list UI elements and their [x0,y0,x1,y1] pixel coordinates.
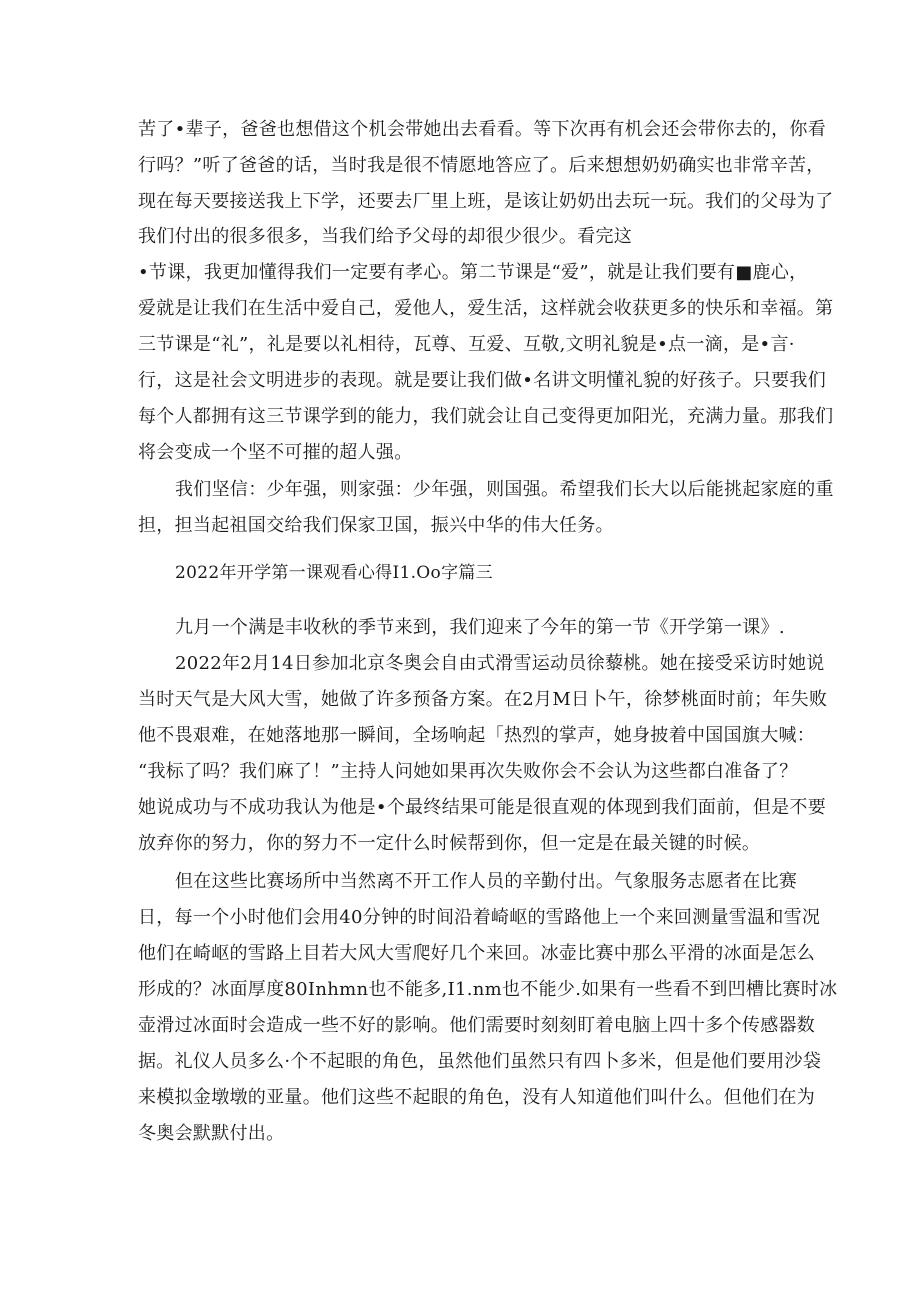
paragraph-line: 当时天气是大风大雪，她做了许多预备方案。在2月M日卜午，徐梦桃面时前；年失败 [138,689,828,710]
paragraph-line: “我标了吗？我们麻了！”主持人问她如果再次失败你会不会认为这些都白准备了？ [138,761,798,782]
section-heading: 2022年开学第一课观看心得I1.Oo字篇三 [175,563,493,583]
paragraph-line: 行吗？”听了爸爸的话，当时我是很不情愿地答应了。后来想想奶奶确实也非常辛苦， [138,155,825,176]
paragraph-line: 每个人都拥有这三节课学到的能力，我们就会让自己变得更加阳光，充满力量。那我们 [138,406,834,427]
paragraph-line: 她说成功与不成功我认为他是•个最终结果可能是很直观的体现到我们面前，但是不要 [138,797,827,818]
paragraph-line: 冬奥会默默付出。 [138,1123,285,1144]
paragraph-line: 形成的？冰面厚度80Inhmn也不能多,I1.nm也不能少.如果有一些看不到凹槽比赛时冰 [138,979,838,1000]
paragraph-line: 现在每天要接送我上下学，还要去厂里上班，是该让奶奶出去玩一玩。我们的父母为了 [138,191,834,212]
paragraph-line: 我们坚信：少年强，则家强：少年强，则国强。希望我们长大以后能挑起家庭的重 [175,479,834,500]
paragraph-line: 2022年2月14日参加北京冬奥会自由式滑雪运动员徐藜桃。她在接受采访时她说 [175,653,825,674]
paragraph-line: 我们付出的很多很多，当我们给予父母的却很少很少。看完这 [138,226,633,247]
paragraph-line: 来模拟金墩墩的亚量。他们这些不起眼的角色，没有人知道他们叫什么。但他们在为 [138,1087,816,1108]
paragraph-line: •节课，我更加懂得我们一定要有孝心。第二节课是“爱”，就是让我们要有■鹿心， [138,262,808,283]
paragraph-line: 将会变成一个坚不可摧的超人强。 [138,442,413,463]
paragraph-line: 他不畏艰难，在她落地那一瞬间，全场响起「热烈的掌声，她身披着中国国旗大喊： [138,725,816,746]
paragraph-line: 担，担当起祖国交给我们保家卫国，振兴中华的伟大任务。 [138,515,614,536]
paragraph-line: 据。礼仪人员多么·个不起眼的角色，虽然他们虽然只有四卜多米，但是他们要用沙袋 [138,1051,822,1072]
paragraph-line: 苦了•辈子，爸爸也想借这个机会带她出去看看。等下次再有机会还会带你去的，你看 [138,119,827,140]
paragraph-line: 壶滑过冰面时会造成一些不好的影响。他们需要时刻刻盯着电脑上四十多个传感器数 [138,1015,816,1036]
paragraph-line: 日，每一个小时他们会用40分钟的时间沿着崎岖的雪路他上一个来回测量雪温和雪况 [138,907,821,928]
paragraph-line: 三节课是“礼”，礼是要以礼相待，瓦尊、互爱、互敬,文明礼貌是•点一滴，是•言· [138,334,795,355]
paragraph-line: 爱就是让我们在生活中爱自己，爱他人，爱生活，这样就会收获更多的快乐和幸福。第 [138,298,834,319]
paragraph-line: 但在这些比赛场所中当然离不开工作人员的辛勤付出。气象服务志愿者在比赛 [175,871,798,892]
paragraph-line: 他们在崎岖的雪路上目若大风大雪爬好几个来回。冰壶比赛中那么平滑的冰面是怎么 [138,943,816,964]
paragraph-line: 九月一个满是丰收秋的季节来到，我们迎来了今年的第一节《开学第一课》. [175,617,785,638]
paragraph-line: 放弃你的努力，你的努力不一定什么时候帮到你，但一定是在最关键的时候。 [138,833,761,854]
paragraph-line: 行，这是社会文明进步的表现。就是要让我们做•名讲文明懂礼貌的好孩子。只要我们 [138,370,827,391]
